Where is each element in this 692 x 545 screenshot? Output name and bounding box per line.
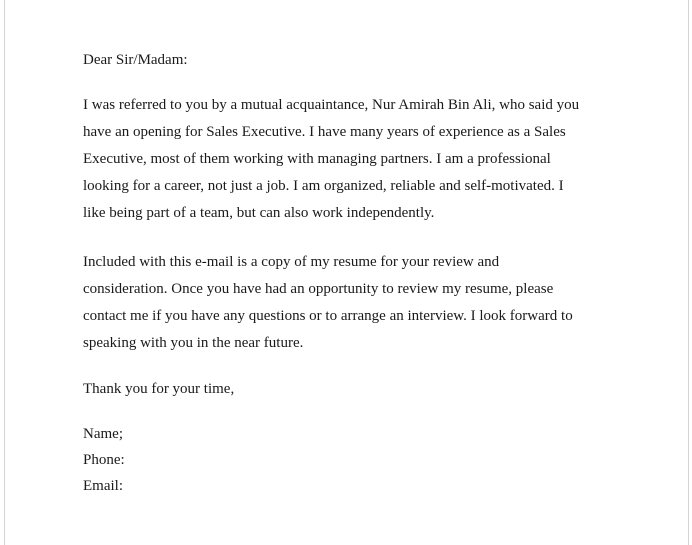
paragraph-line: speaking with you in the near future.: [83, 335, 304, 351]
closing: Thank you for your time,: [83, 381, 235, 397]
signature-phone-label: Phone:: [83, 452, 125, 468]
salutation: Dear Sir/Madam:: [83, 52, 188, 68]
signature-name-label: Name;: [83, 426, 123, 442]
page-right-border: [688, 0, 689, 545]
paragraph-line: like being part of a team, but can also work independently.: [83, 205, 435, 221]
paragraph-line: consideration. Once you have had an opportunity to review my resume, please: [83, 281, 554, 297]
paragraph-line: Included with this e-mail is a copy of my resume for your review and: [83, 254, 500, 270]
paragraph-resume: [83, 249, 623, 357]
paragraph-line: have an opening for Sales Executive. I have many years of experience as a Sales: [83, 124, 566, 140]
letter-body: [83, 50, 623, 499]
signature-block: [83, 421, 623, 499]
signature-email-label: Email:: [83, 478, 123, 494]
paragraph-line: I was referred to you by a mutual acquaintance, Nur Amirah Bin Ali, who said you: [83, 97, 580, 113]
paragraph-line: looking for a career, not just a job. I am organized, reliable and self-motivated. I: [83, 178, 564, 194]
paragraph-line: contact me if you have any questions or to arrange an interview. I look forward to: [83, 308, 573, 324]
paragraph-referral: [83, 92, 623, 227]
paragraph-line: Executive, most of them working with managing partners. I am a professional: [83, 151, 551, 167]
page-left-border: [4, 0, 5, 545]
